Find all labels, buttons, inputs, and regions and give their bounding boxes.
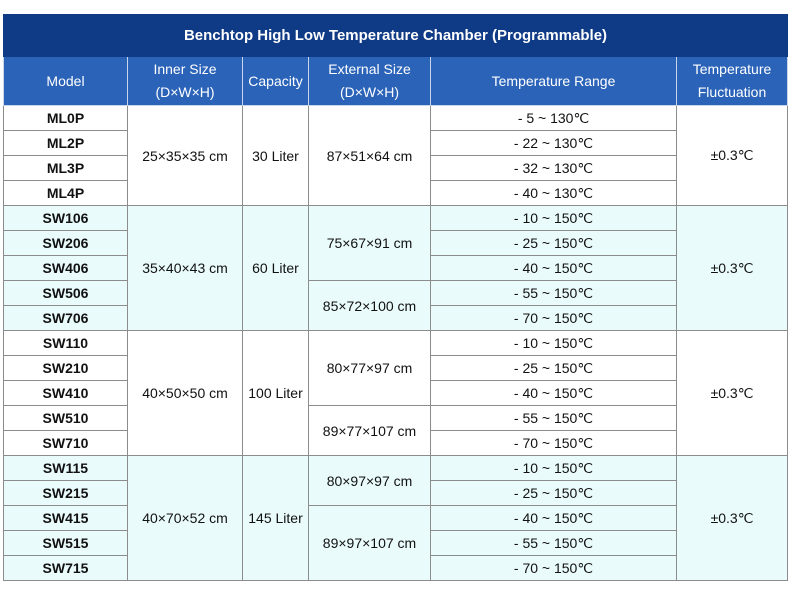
external-size-cell: 89×97×107 cm: [309, 506, 431, 581]
model-cell: SW215: [4, 481, 128, 506]
model-cell: SW510: [4, 406, 128, 431]
temperature-range-cell: - 10 ~ 150℃: [431, 206, 677, 231]
external-size-cell: 75×67×91 cm: [309, 206, 431, 281]
temperature-range-cell: - 32 ~ 130℃: [431, 156, 677, 181]
header-temperature-range: Temperature Range: [431, 57, 677, 106]
external-size-cell: 87×51×64 cm: [309, 106, 431, 206]
temperature-range-cell: - 22 ~ 130℃: [431, 131, 677, 156]
temperature-range-cell: - 40 ~ 150℃: [431, 256, 677, 281]
header-external-size-unit: (D×W×H): [339, 84, 400, 100]
model-cell: SW406: [4, 256, 128, 281]
header-inner-size: [128, 57, 243, 106]
header-model: Model: [4, 57, 128, 106]
temperature-range-cell: - 25 ~ 150℃: [431, 356, 677, 381]
table-body: [4, 106, 788, 581]
title-row: [4, 15, 788, 57]
temperature-range-cell: - 40 ~ 150℃: [431, 506, 677, 531]
header-row: [4, 57, 788, 106]
table-row: [4, 206, 788, 231]
external-size-cell: 80×97×97 cm: [309, 456, 431, 506]
model-cell: SW115: [4, 456, 128, 481]
fluctuation-cell: ±0.3℃: [677, 206, 788, 331]
table-row: [4, 506, 788, 531]
model-cell: SW106: [4, 206, 128, 231]
header-external-size-label: External Size: [328, 61, 411, 77]
temperature-range-cell: - 40 ~ 150℃: [431, 381, 677, 406]
temperature-range-cell: - 10 ~ 150℃: [431, 456, 677, 481]
header-fluctuation-line2: Fluctuation: [697, 84, 767, 100]
temperature-range-cell: - 40 ~ 130℃: [431, 181, 677, 206]
temperature-range-cell: - 55 ~ 150℃: [431, 281, 677, 306]
header-fluctuation: [677, 57, 788, 106]
temperature-range-cell: - 70 ~ 150℃: [431, 556, 677, 581]
header-capacity: Capacity: [243, 57, 309, 106]
model-cell: SW710: [4, 431, 128, 456]
header-inner-size-label: Inner Size: [153, 61, 217, 77]
header-inner-size-unit: (D×W×H): [155, 84, 215, 100]
table-row: [4, 281, 788, 306]
model-cell: ML4P: [4, 181, 128, 206]
model-cell: ML2P: [4, 131, 128, 156]
table-row: [4, 406, 788, 431]
model-cell: SW210: [4, 356, 128, 381]
fluctuation-cell: ±0.3℃: [677, 456, 788, 581]
temperature-range-cell: - 25 ~ 150℃: [431, 231, 677, 256]
table-row: [4, 106, 788, 131]
capacity-cell: 100 Liter: [243, 331, 309, 456]
inner-size-cell: 25×35×35 cm: [128, 106, 243, 206]
table-title: Benchtop High Low Temperature Chamber (Programmable): [4, 15, 788, 57]
model-cell: SW506: [4, 281, 128, 306]
model-cell: ML3P: [4, 156, 128, 181]
temperature-range-cell: - 55 ~ 150℃: [431, 531, 677, 556]
fluctuation-cell: ±0.3℃: [677, 331, 788, 456]
inner-size-cell: 35×40×43 cm: [128, 206, 243, 331]
capacity-cell: 60 Liter: [243, 206, 309, 331]
model-cell: SW206: [4, 231, 128, 256]
header-external-size: [309, 57, 431, 106]
external-size-cell: 80×77×97 cm: [309, 331, 431, 406]
spec-table-container: [3, 14, 788, 581]
table-row: [4, 331, 788, 356]
inner-size-cell: 40×70×52 cm: [128, 456, 243, 581]
fluctuation-cell: ±0.3℃: [677, 106, 788, 206]
temperature-range-cell: - 70 ~ 150℃: [431, 431, 677, 456]
header-fluctuation-line1: Temperature: [692, 61, 772, 77]
temperature-range-cell: - 10 ~ 150℃: [431, 331, 677, 356]
model-cell: SW110: [4, 331, 128, 356]
model-cell: SW415: [4, 506, 128, 531]
model-cell: SW706: [4, 306, 128, 331]
temperature-range-cell: - 5 ~ 130℃: [431, 106, 677, 131]
spec-table: [3, 14, 788, 581]
model-cell: SW515: [4, 531, 128, 556]
model-cell: SW410: [4, 381, 128, 406]
external-size-cell: 85×72×100 cm: [309, 281, 431, 331]
capacity-cell: 145 Liter: [243, 456, 309, 581]
external-size-cell: 89×77×107 cm: [309, 406, 431, 456]
model-cell: ML0P: [4, 106, 128, 131]
temperature-range-cell: - 25 ~ 150℃: [431, 481, 677, 506]
inner-size-cell: 40×50×50 cm: [128, 331, 243, 456]
capacity-cell: 30 Liter: [243, 106, 309, 206]
temperature-range-cell: - 70 ~ 150℃: [431, 306, 677, 331]
temperature-range-cell: - 55 ~ 150℃: [431, 406, 677, 431]
table-row: [4, 456, 788, 481]
model-cell: SW715: [4, 556, 128, 581]
